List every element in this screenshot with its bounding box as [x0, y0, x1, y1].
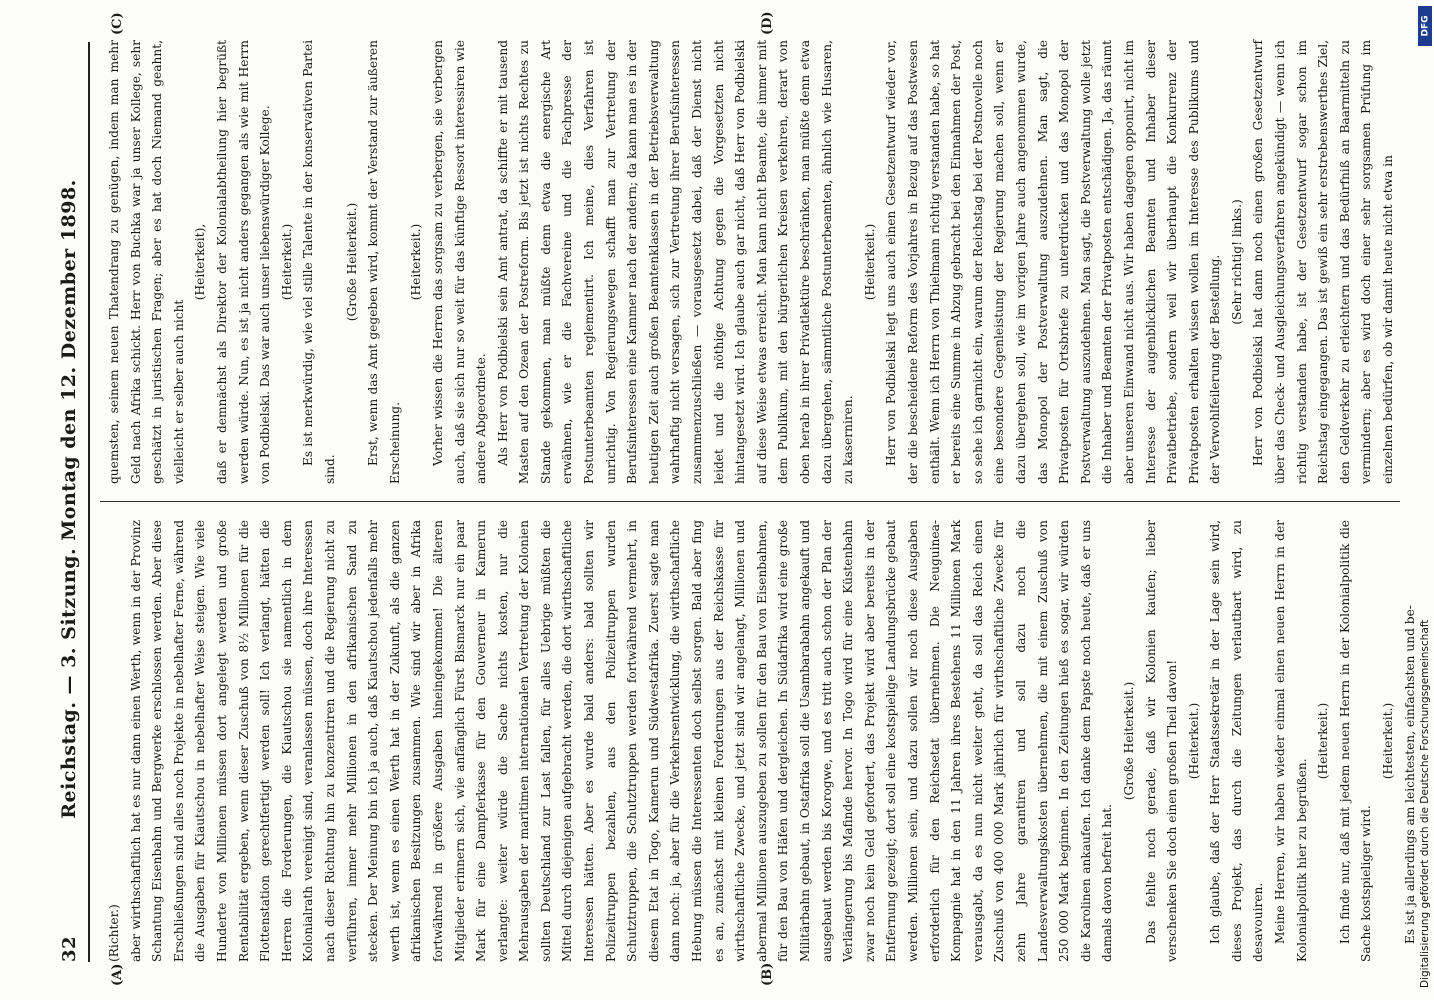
dfg-logo-text: DFG [1420, 15, 1431, 37]
marker-d: (D) [760, 11, 775, 35]
interjection: (Heiterkeit.) [279, 223, 294, 301]
interjection: (Heiterkeit.) [1381, 702, 1396, 780]
marker-b: (B) [760, 962, 775, 986]
paragraph: Es ist merkwürdig, wie viel stille Talente in der konservativen Partei sind. [301, 40, 337, 484]
paragraph: quemsten, seinem neuen Thatendrang zu genügen, indem man mehr Geld nach Afrika schickt. Herr von Buchka war ja unser Kollege, sehr geschätzt in juristischen Fragen; aber es hat doch Niemand geahnt, vielleicht er selber auch nicht [107, 40, 186, 484]
paragraph: daß er demnächst als Direktor der Kolonialabtheilung hier begrüßt werden würde. Nun, es ist ja nicht anders gegangen als wie mit Herrn von Podbielski. Das war auch unser liebenswürdiger Kollege. [214, 40, 273, 484]
paragraph: Herr von Podbielski hat dann noch einen großen Gesetzentwurf über das Check- und Ausgleichungsverfahren angekündigt — wenn ich richtig verstanden habe, ist der Gesetzentwurf sogar schon im Reichstag eingegangen. Das ist gewiß ein sehr erstrebenswerthes Ziel, den Geldverkehr zu erleichtern und das Bedürfniß an Baarmitteln zu vermindern; aber es wird doch einer sehr sorgsamen Prüfung im einzelnen bedürfen, ob wir damit heute nicht etwa in [1251, 40, 1396, 484]
speaker-label: (Richter.) [107, 904, 121, 962]
dfg-logo [1418, 6, 1432, 46]
column-left [104, 520, 1421, 962]
paragraph: Das fehlte noch gerade, daß wir Kolonien kaufen; lieber verschenken Sie doch einen großen Theil davon! [1143, 520, 1180, 962]
paragraph: Erst, wenn das Amt gegeben wird, kommt der Verstand zur äußeren Erscheinung. [366, 40, 402, 484]
interjection: (Heiterkeit), [193, 223, 208, 301]
interjection: (Sehr richtig! links.) [1229, 199, 1244, 325]
header-title: Reichstag. — 3. Sitzung. Montag den 12. Dezember 1898. [58, 179, 80, 819]
column-divider [100, 501, 1400, 502]
column-right [104, 40, 1400, 484]
paragraph: Als Herr von Podbielski sein Amt antrat, da schiffte er mit tausend Masten auf den Ozean der Postreform. Bis jetzt ist nichts Rechtes zu Stande gekommen, man müßte denn etwa die energische Art erwähnen, wie er die Fachvereine und die Fachpresse der Postunterbeamten reglementirt. Ich meine, dies Verfahren ist unrichtig. Von Regierungswegen schafft man zur Vertretung der Berufsinteressen eine Kammer nach der andern; da kann man es in der heutigen Zeit auch großen Beamtenklassen in der Betriebsverwaltung wahrhaftig nicht versagen, sich zur Vertretung ihrer Berufsinteressen zusammenzuschließen — vorausgesetzt dabei, daß der Dienst nicht leidet und die nöthige Achtung gegen die Vorgesetzten nicht hintangesetzt wird. Ich glaube auch gar nicht, daß Herr von Podbielski auf diese Weise etwas erreicht. Man kann nicht Beamte, die immer mit dem Publikum, mit den bürgerlichen Kreisen verkehren, derart von oben herab in ihrer Privatlektüre beschränken, man müßte denn etwa dazu übergehen, sämmtliche Postunterbeamten, ähnlich wie Husaren, zu kaserniren. [495, 40, 856, 484]
page-number: 32 [58, 935, 80, 962]
marker-a: (A) [110, 963, 125, 986]
paragraph: Es ist ja allerdings am leichtesten, einfachsten und be- [1402, 605, 1417, 944]
marker-c: (C) [110, 12, 125, 35]
interjection: (Heiterkeit.) [1186, 702, 1201, 780]
interjection: (Heiterkeit.) [1316, 702, 1331, 780]
header-rule [88, 42, 90, 962]
digitization-credit-text: Digitalisierung gefördert durch die Deutsche Forschungsgemeinschaft [1419, 619, 1431, 988]
page-header [52, 42, 86, 962]
interjection: (Heiterkeit.) [409, 223, 424, 301]
paragraph: Meine Herren, wir haben wieder einmal einen neuen Herrn in der Kolonialpolitik hier zu begrüßen. [1273, 520, 1309, 962]
interjection: (Heiterkeit.) [862, 223, 877, 301]
paragraph: aber wirthschaftlich hat es nur dann einen Werth, wenn in der Provinz Schantung Eisenbahn und Bergwerke erschlossen werden. Aber diese Erschließungen sind alles noch Projekte in nebelhafter Ferne, während die Ausgaben für Kiautschou in nebelhafter Weise steigen. Wie viele Hunderte von Millionen müssen dort angelegt werden und große Rentabilität ergeben, wenn dieser Zuschuß von 8½ Millionen für die Flottenstation gerechtfertigt werden soll! Ich verlangt, hätten die Herren die Forderungen, die Kiautschou sie namentlich in dem Kolonialrath vereinigt sind, veranlassen müssen, doch ihre Interessen nach dieser Richtung hin zu konzentriren und die Regierung nicht zu verführen, immer mehr Millionen in den afrikanischen Sand zu stecken. Der Meinung bin ich ja auch, daß Kiautschou jedenfalls mehr werth ist, wenn es einen Werth hat in der Zukunft, als die ganzen afrikanischen Besitzungen zusammen. Wie sind wir aber in Afrika fortwährend in größere Ausgaben hineingekommen! Die älteren Mitglieder erinnern sich, wie anfänglich Fürst Bismarck nur ein paar Mark für eine Dampferkasse für den Gouverneur in Kamerun verlangte: weiter würde die Sache nichts kosten, nur die Mehrausgaben der maritimen internationalen Vertretung der Kolonien sollten Deutschland zur Last fallen, für alles Uebrige müßten die Mittel durch diejenigen aufgebracht werden, die dort wirthschaftliche Interessen hätten. Aber es wurde bald anders: bald sollten wir Polizeitruppen bezahlen, aus den Polizeitruppen wurden Schutztruppen, die Schutztruppen werden fortwährend vermehrt, in diesem Etat in Togo, Kamerun und Südwestafrika. Zuerst sagte man dann noch: ja, aber für die Verkehrsentwicklung, die wirthschaftliche Hebung müssen die Interessenten doch selbst sorgen. Bald aber fing es an, zunächst mit kleinen Forderungen aus der Reichskasse für wirthschaftliche Zwecke, und jetzt sind wir angelangt, Millionen und abermal Millionen auszugeben zu sollen für den Bau von Eisenbahnen, für den Bau von Häfen und dergleichen. In Südafrika wird eine große Militärbahn gebaut, in Ostafrika soll die Usambarabahn angekauft und ausgebaut werden bis Korogwe, und es tritt auch schon der Plan der Verlängerung bis Mafinde hervor. In Togo wird für eine Küstenbahn zwar noch kein Geld gefordert, das Projekt wird aber bereits in der Entfernung gezeigt; dort soll eine kostspielige Landungsbrücke gebaut werden. Millionen sein, und dazu sollen wir noch diese Ausgaben erforderlich für den Reichsetat übernehmen. Die Neuguinea-Kompagnie hat in den 11 Jahren ihres Bestehens 11 Millionen Mark verausgabt, da es nun nicht weiter geht, da soll das Reich einen Zuschuß von 400 000 Mark jährlich für wirthschaftliche Zwecke für zehn Jahre garantiren und soll dazu noch die Landesverwaltungskosten übernehmen, die mit einem Zuschuß von 250 000 Mark beginnen. In den Zeitungen hieß es sogar, wir würden die Karolinen ankaufen. Ich danke dem Papste noch heute, daß er uns damals davon befreit hat. [128, 520, 1115, 962]
interjection: (Große Heiterkeit.) [344, 202, 359, 322]
paragraph: Vorher wissen die Herren das sorgsam zu verbergen, sie verbergen auch, daß sie sich nur so weit für das künftige Ressort interessiren wie andere Abgeordnete. [430, 40, 489, 484]
paragraph: Herr von Podbielski legt uns auch einen Gesetzentwurf wieder vor, der die bescheidene Reform des Vorjahres in Bezug auf das Postwesen enthält. Wenn ich Herrn von Thielmann richtig verstanden habe, so hat er bereits eine Summe in Abzug gebracht bei den Einnahmen der Post, so sehe ich garnicht ein, warum der Reichstag bei der Postnovelle noch eine besondere Gegenleistung der Regierung machen soll, wenn er dazu übergehen soll, wie im vorigen Jahre auch angenommen wurde, das Monopol der Postverwaltung auszudehnen. Man sagt, die Privatposten für Ortsbriefe zu unterdrücken und das Monopol der Postverwaltung auszudehnen. Man sagt, die Postverwaltung wolle jetzt die Inhaber und Beamten der Privatposten entschädigen. Ja, das räumt aber unseren Einwand nicht aus. Wir haben dagegen opponirt, nicht im Interesse der augenblicklichen Beamten und Inhaber dieser Privatbetriebe, sondern weil wir überhaupt die Konkurrenz der Privatposten erhalten wissen wollen im Interesse des Publikums und der Verwohlfeilerung der Bestellung. [884, 40, 1223, 484]
paragraph: Ich glaube, daß der Herr Staatssekretär in der Lage sein wird, dieses Projekt, das durch die Zeitungen verlautbart wird, zu desavouiren. [1208, 520, 1266, 962]
digitization-credit [1418, 48, 1432, 988]
interjection: (Große Heiterkeit.) [1121, 681, 1136, 801]
paragraph: Ich finde nur, daß mit jedem neuen Herrn in der Kolonialpolitik die Sache kostspieliger wird. [1337, 520, 1374, 962]
